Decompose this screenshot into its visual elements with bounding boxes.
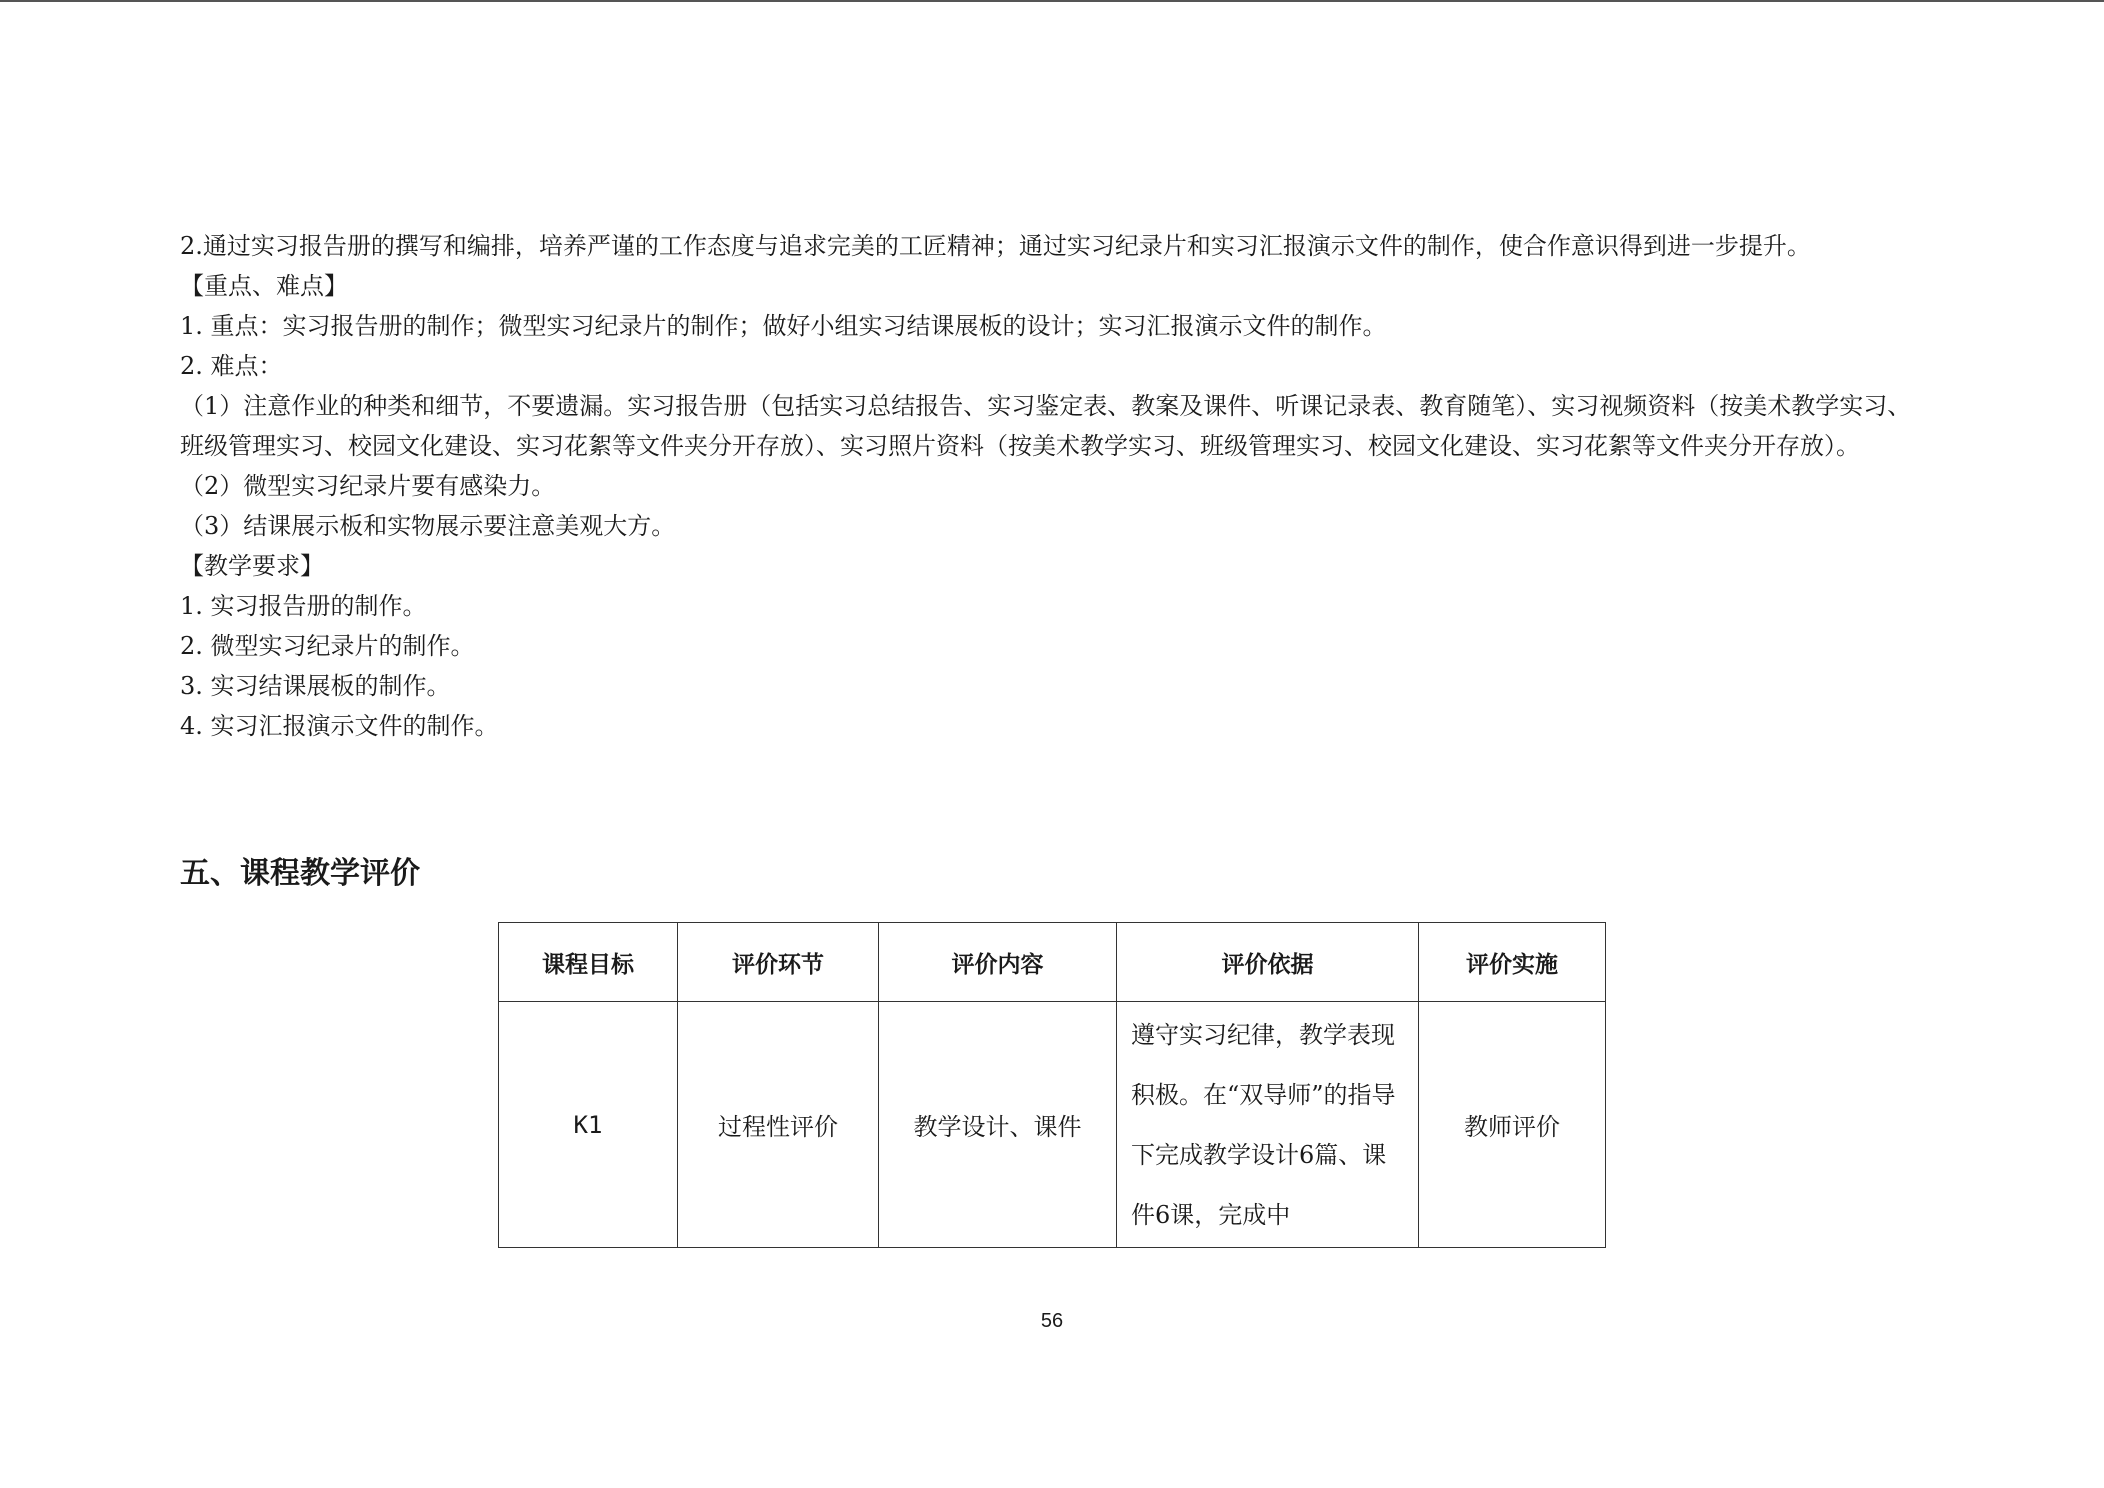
heading-key-points: 【重点、难点】 — [180, 272, 348, 300]
header-evaluation-stage: 评价环节 — [678, 923, 879, 1002]
header-evaluation-basis: 评价依据 — [1117, 923, 1419, 1002]
cell-evaluation-content: 教学设计、课件 — [879, 1002, 1117, 1248]
cell-course-goal: K1 — [499, 1002, 678, 1248]
body-text — [180, 226, 1915, 746]
top-rule — [0, 0, 2104, 2]
cell-evaluation-implementation: 教师评价 — [1419, 1002, 1606, 1248]
cell-evaluation-basis: 遵守实习纪律，教学表现积极。在“双导师”的指导下完成教学设计6篇、课件6课，完成中 — [1117, 1002, 1419, 1248]
table-row — [499, 1002, 1606, 1248]
header-course-goal: 课程目标 — [499, 923, 678, 1002]
section-heading: 五、课程教学评价 — [180, 856, 420, 891]
paragraph-difficulty-1: （1）注意作业的种类和细节，不要遗漏。实习报告册（包括实习总结报告、实习鉴定表、教案及课件、听课记录表、教育随笔）、实习视频资料（按美术教学实习、班级管理实习、校园文化建设、实习花絮等文件夹分开存放）、实习照片资料（按美术教学实习、班级管理实习、校园文化建设、实习花絮等文件夹分开存放）。 — [180, 392, 1912, 460]
heading-teaching-requirements: 【教学要求】 — [180, 552, 324, 580]
cell-evaluation-stage: 过程性评价 — [678, 1002, 879, 1248]
paragraph-difficulty-3: （3）结课展示板和实物展示要注意美观大方。 — [180, 512, 676, 540]
list-item-key-point: 1. 重点：实习报告册的制作；微型实习纪录片的制作；做好小组实习结课展板的设计；实习汇报演示文件的制作。 — [180, 312, 1387, 340]
table-header-row — [499, 923, 1606, 1002]
paragraph-difficulty-2: （2）微型实习纪录片要有感染力。 — [180, 472, 556, 500]
header-evaluation-content: 评价内容 — [879, 923, 1117, 1002]
list-item-requirement-3: 3. 实习结课展板的制作。 — [180, 672, 451, 700]
header-evaluation-implementation: 评价实施 — [1419, 923, 1606, 1002]
page-number: 56 — [1040, 1310, 1064, 1332]
list-item-requirement-2: 2. 微型实习纪录片的制作。 — [180, 632, 475, 660]
paragraph-goal-2: 2.通过实习报告册的撰写和编排，培养严谨的工作态度与追求完美的工匠精神；通过实习纪录片和实习汇报演示文件的制作，使合作意识得到进一步提升。 — [180, 232, 1811, 260]
list-item-difficulty: 2. 难点： — [180, 352, 283, 380]
evaluation-table — [498, 922, 1606, 1248]
list-item-requirement-1: 1. 实习报告册的制作。 — [180, 592, 427, 620]
list-item-requirement-4: 4. 实习汇报演示文件的制作。 — [180, 712, 499, 740]
